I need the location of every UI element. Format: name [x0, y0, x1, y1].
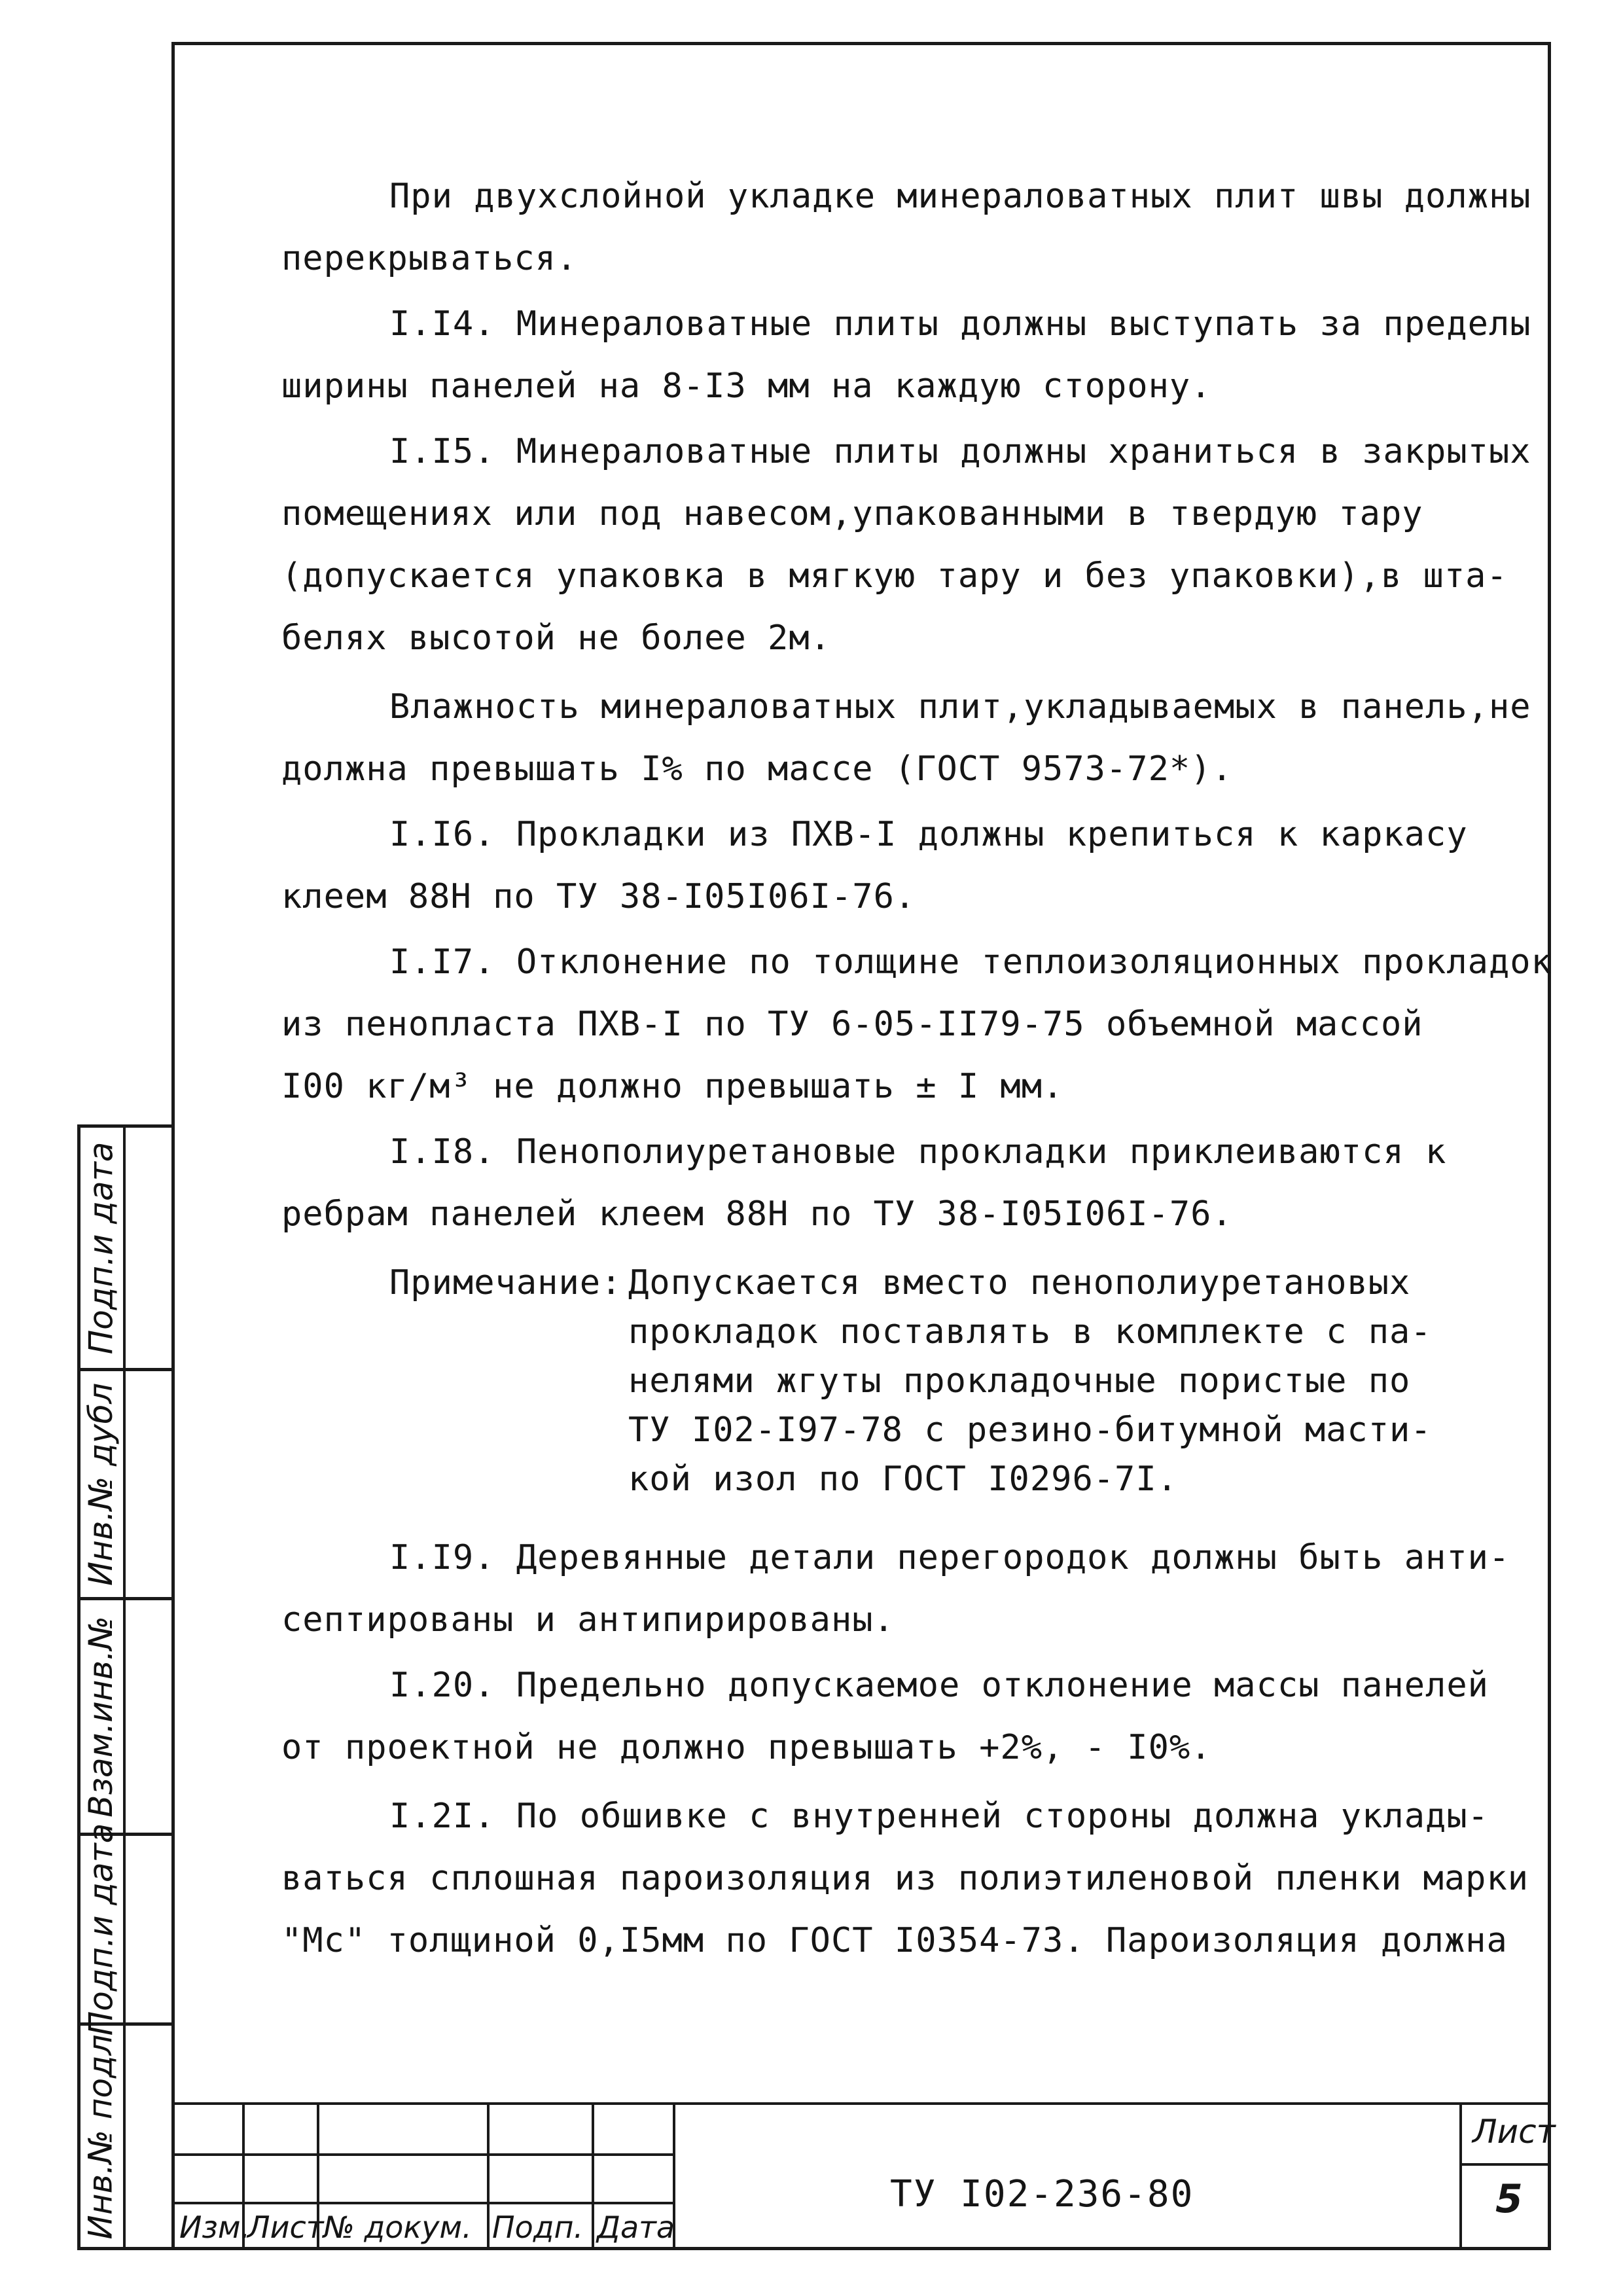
col-data-label: Дата [597, 2210, 675, 2245]
title-block-row-line [171, 2202, 673, 2204]
clause-1-14-line: ширины панелей на 8-I3 мм на каждую сторону. [281, 367, 1212, 406]
note-line: кой изол по ГОСТ I0296-7I. [628, 1460, 1178, 1499]
clause-1-16-line: I.I6. Прокладки из ПХВ-I должны крепиться к каркасу [389, 815, 1468, 854]
title-block-row-line [171, 2153, 673, 2156]
clause-1-19-line: септированы и антипирированы. [281, 1600, 895, 1640]
clause-1-21-line: "Мс" толщиной 0,I5мм по ГОСТ I0354-73. Пароизоляция должна [281, 1921, 1508, 1960]
paragraph-line: При двухслойной укладке минераловатных плит швы должны [389, 177, 1531, 216]
sheet-number: 5 [1495, 2176, 1523, 2222]
clause-1-19-line: I.I9. Деревянные детали перегородок должны быть анти- [389, 1538, 1510, 1577]
note-label: Примечание: [389, 1263, 622, 1302]
note-line: прокладок поставлять в комплекте с па- [628, 1312, 1432, 1352]
clause-1-17-line: I00 кг/м³ не должно превышать ± I мм. [281, 1067, 1064, 1106]
clause-1-15-line: белях высотой не более 2м. [281, 619, 831, 658]
clause-1-15-line: (допускается упаковка в мягкую тару и без упаковки),в шта- [281, 556, 1508, 596]
col-izm-label: Изм. [179, 2210, 251, 2245]
clause-1-14-line: I.I4. Минераловатные плиты должны выступать за пределы [389, 304, 1531, 344]
paragraph-line: перекрываться. [281, 239, 578, 278]
sheet-cell-divider [1459, 2163, 1551, 2166]
sheet-label: Лист [1472, 2113, 1556, 2151]
clause-1-16-line: клеем 88Н по ТУ 38-I05I06I-76. [281, 877, 916, 916]
side-strip-podp-data-bottom: Подп.и дата [82, 1823, 120, 2036]
clause-1-20-line: от проектной не должно превышать +2%, - I0%. [281, 1728, 1212, 1767]
clause-1-18-line: I.I8. Пенополиуретановые прокладки приклеиваются к [389, 1132, 1447, 1172]
side-strip-inv-dubl: Инв.№ дубл [82, 1382, 120, 1586]
side-strip-divider [123, 1124, 126, 2250]
clause-1-17-line: I.I7. Отклонение по толщине теплоизоляционных прокладок [389, 942, 1552, 982]
side-strip-inv-podl: Инв.№ подл [82, 2034, 120, 2240]
title-block-col-line [487, 2102, 490, 2250]
note-line: Допускается вместо пенополиуретановых [628, 1263, 1411, 1302]
title-block-col-line [1459, 2102, 1462, 2250]
clause-1-17-line: из пенопласта ПХВ-I по ТУ 6-05-II79-75 объемной массой [281, 1005, 1423, 1044]
clause-1-18-line: ребрам панелей клеем 88Н по ТУ 38-I05I06I-76. [281, 1194, 1233, 1234]
side-strip-podp-data-top: Подп.и дата [82, 1141, 120, 1354]
clause-1-15-line: помещениях или под навесом,упакованными в твердую тару [281, 494, 1423, 533]
title-block-col-line [592, 2102, 594, 2250]
clause-1-20-line: I.20. Предельно допускаемое отклонение массы панелей [389, 1666, 1489, 1705]
note-line: ТУ I02-I97-78 с резино-битумной масти- [628, 1410, 1432, 1450]
col-podp-label: Подп. [492, 2210, 584, 2245]
clause-1-15-line: I.I5. Минераловатные плиты должны храниться в закрытых [389, 432, 1531, 471]
col-doc-label: № докум. [323, 2210, 472, 2245]
humidity-paragraph-line: Влажность минераловатных плит,укладываемых в панель,не [389, 687, 1531, 726]
note-line: нелями жгуты прокладочные пористые по [628, 1361, 1411, 1401]
humidity-paragraph-line: должна превышать I% по массе (ГОСТ 9573-72*). [281, 749, 1233, 789]
clause-1-21-line: ваться сплошная пароизоляция из полиэтиленовой пленки марки [281, 1859, 1529, 1898]
col-list-label: Лист [247, 2210, 324, 2245]
side-strip-vzam-inv: Взам.инв.№ [82, 1615, 120, 1818]
clause-1-21-line: I.2I. По обшивке с внутренней стороны должна уклады- [389, 1797, 1489, 1836]
title-block-top-border [171, 2102, 1551, 2105]
document-code: ТУ I02-236-80 [890, 2173, 1194, 2215]
